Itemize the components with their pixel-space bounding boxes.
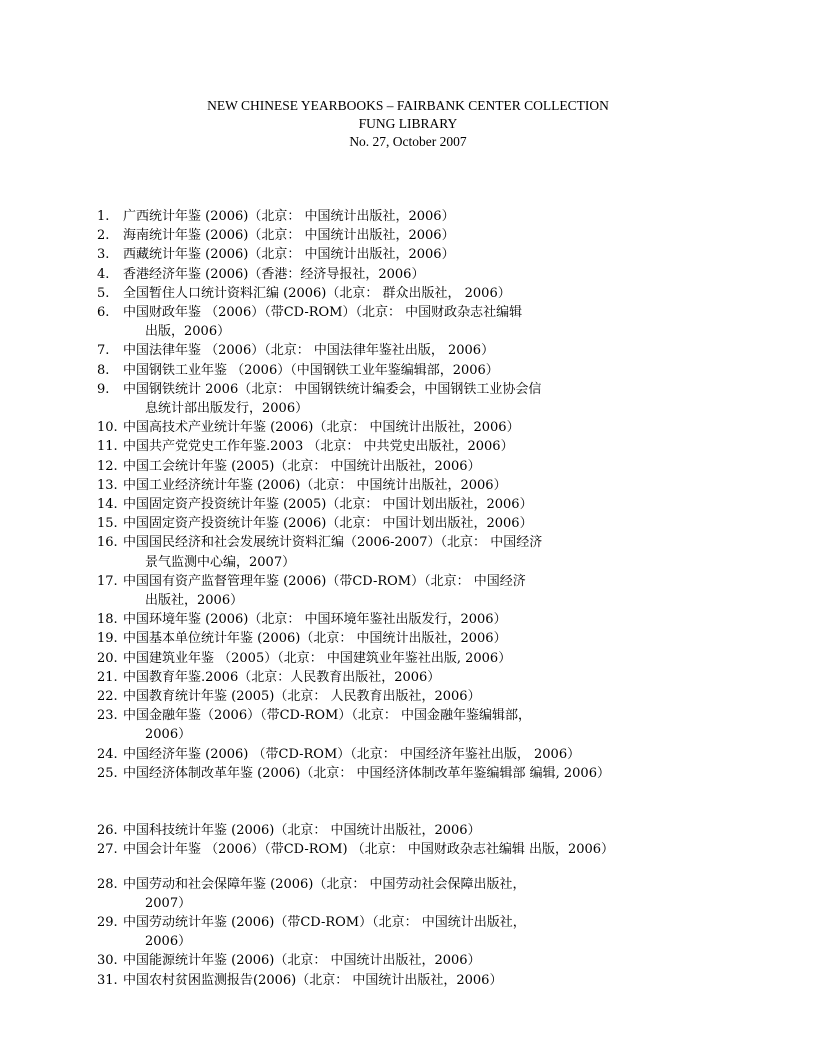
list-item xyxy=(97,649,787,668)
issue-date: No. 27, October 2007 xyxy=(349,134,467,149)
item-number: 21. xyxy=(97,669,118,685)
item-text: 中国钢铁统计 2006（北京： 中国钢铁统计编委会，中国钢铁工业协会信 xyxy=(123,381,542,397)
item-text: 中国基本单位统计年鉴 (2006)（北京： 中国统计出版社，2006） xyxy=(123,631,507,647)
item-text: 中国教育统计年鉴 (2005)（北京： 人民教育出版社，2006） xyxy=(123,689,481,705)
item-number: 18. xyxy=(97,612,118,628)
item-number: 2. xyxy=(97,228,110,244)
list-item xyxy=(97,303,787,341)
item-text: 中国财政年鉴 （2006）（带CD-ROM）（北京： 中国财政杂志社编辑 xyxy=(123,305,523,321)
item-text-continued: 出版，2006） xyxy=(145,324,231,340)
list-item xyxy=(97,610,787,629)
item-text: 中国共产党党史工作年鉴.2003 （北京： 中共党史出版社，2006） xyxy=(123,439,514,455)
list-item xyxy=(97,629,787,648)
item-text: 中国固定资产投资统计年鉴 (2006)（北京： 中国计划出版社，2006） xyxy=(123,516,533,532)
list-item xyxy=(97,361,787,380)
item-number: 11. xyxy=(97,439,118,455)
item-text: 中国工业经济统计年鉴 (2006)（北京： 中国统计出版社，2006） xyxy=(123,477,507,493)
list-item xyxy=(97,840,787,859)
list-spacer xyxy=(97,860,787,875)
list-item xyxy=(97,706,787,744)
item-text: 中国国民经济和社会发展统计资料汇编（2006-2007）（北京： 中国经济 xyxy=(123,535,543,551)
item-number: 26. xyxy=(97,823,118,839)
item-number: 8. xyxy=(97,362,110,378)
item-text: 中国经济年鉴 (2006) （带CD-ROM）（北京： 中国经济年鉴社出版， 2006） xyxy=(123,746,581,762)
item-text: 中国固定资产投资统计年鉴 (2005)（北京： 中国计划出版社，2006） xyxy=(123,497,533,513)
item-text: 中国国有资产监督管理年鉴 (2006)（带CD-ROM）（北京： 中国经济 xyxy=(123,573,526,589)
item-number: 30. xyxy=(97,953,118,969)
item-number: 22. xyxy=(97,689,118,705)
list-item xyxy=(97,495,787,514)
item-text: 全国暂住人口统计资料汇编 (2006)（北京： 群众出版社， 2006） xyxy=(123,285,511,301)
list-item xyxy=(97,951,787,970)
item-text: 中国劳动统计年鉴 (2006)（带CD-ROM）（北京： 中国统计出版社， xyxy=(123,914,526,930)
list-item xyxy=(97,284,787,303)
list-item xyxy=(97,572,787,610)
list-item xyxy=(97,745,787,764)
item-number: 1. xyxy=(97,209,110,224)
item-number: 10. xyxy=(97,420,118,436)
list-item xyxy=(97,437,787,456)
item-number: 27. xyxy=(97,842,118,858)
collection-title: NEW CHINESE YEARBOOKS – FAIRBANK CENTER COLLECTION xyxy=(207,98,609,113)
item-number: 31. xyxy=(97,972,118,988)
item-number: 24. xyxy=(97,746,118,762)
item-number: 28. xyxy=(97,876,118,892)
item-text: 中国会计年鉴 （2006）（带CD-ROM) （北京： 中国财政杂志社编辑 出版，2006） xyxy=(123,842,615,858)
item-number: 16. xyxy=(97,535,118,551)
list-item xyxy=(97,687,787,706)
item-text: 中国建筑业年鉴 （2005）（北京： 中国建筑业年鉴社出版, 2006） xyxy=(123,650,512,666)
list-item xyxy=(97,341,787,360)
list-item xyxy=(97,476,787,495)
item-number: 3. xyxy=(97,247,110,263)
list-item xyxy=(97,668,787,687)
item-number: 9. xyxy=(97,381,110,397)
list-item xyxy=(97,514,787,533)
item-text: 中国法律年鉴 （2006）（北京： 中国法律年鉴社出版， 2006） xyxy=(123,343,495,359)
item-text-continued: 景气监测中心编，2007） xyxy=(145,554,296,570)
list-item xyxy=(97,207,787,226)
item-number: 13. xyxy=(97,477,118,493)
item-text: 中国金融年鉴（2006）（带CD-ROM）（北京： 中国金融年鉴编辑部， xyxy=(123,708,531,724)
item-number: 15. xyxy=(97,516,118,532)
item-text: 中国钢铁工业年鉴 （2006）（中国钢铁工业年鉴编辑部，2006） xyxy=(123,362,499,378)
item-text-continued: 息统计部出版发行，2006） xyxy=(145,401,309,417)
item-number: 17. xyxy=(97,573,118,589)
list-item xyxy=(97,245,787,264)
item-text: 中国农村贫困监测报告(2006)（北京： 中国统计出版社，2006） xyxy=(123,972,503,988)
list-item xyxy=(97,265,787,284)
item-text-continued: 2006） xyxy=(145,934,192,950)
item-text: 香港经济年鉴 (2006)（香港：经济导报社，2006） xyxy=(123,266,425,282)
list-item xyxy=(97,457,787,476)
list-item xyxy=(97,875,787,913)
library-name: FUNG LIBRARY xyxy=(358,116,458,131)
item-text-continued: 出版社，2006） xyxy=(145,593,244,609)
item-number: 23. xyxy=(97,708,118,724)
list-item xyxy=(97,821,787,840)
list-item xyxy=(97,380,787,418)
document-header xyxy=(0,97,816,151)
item-text: 中国能源统计年鉴 (2006)（北京： 中国统计出版社，2006） xyxy=(123,953,481,969)
item-text-continued: 2007） xyxy=(145,895,192,911)
item-number: 20. xyxy=(97,650,118,666)
item-number: 7. xyxy=(97,343,110,359)
item-text: 中国教育年鉴.2006（北京：人民教育出版社，2006） xyxy=(123,669,441,685)
list-item xyxy=(97,418,787,437)
item-text: 中国劳动和社会保障年鉴 (2006)（北京： 中国劳动社会保障出版社， xyxy=(123,876,526,892)
item-text: 中国高技术产业统计年鉴 (2006)（北京： 中国统计出版社，2006） xyxy=(123,420,520,436)
list-item xyxy=(97,971,787,990)
item-text: 广西统计年鉴 (2006)（北京： 中国统计出版社，2006） xyxy=(123,209,455,224)
item-text: 中国科技统计年鉴 (2006)（北京： 中国统计出版社，2006） xyxy=(123,823,481,839)
item-number: 4. xyxy=(97,266,110,282)
item-number: 19. xyxy=(97,631,118,647)
item-text: 中国环境年鉴 (2006)（北京： 中国环境年鉴社出版发行，2006） xyxy=(123,612,507,628)
item-text: 中国工会统计年鉴 (2005)（北京： 中国统计出版社，2006） xyxy=(123,458,481,474)
item-number: 29. xyxy=(97,914,118,930)
list-item xyxy=(97,226,787,245)
list-item xyxy=(97,913,787,951)
list-spacer xyxy=(97,783,787,821)
item-number: 25. xyxy=(97,765,118,781)
item-text: 西藏统计年鉴 (2006)（北京： 中国统计出版社，2006） xyxy=(123,247,455,263)
item-number: 14. xyxy=(97,497,118,513)
item-number: 12. xyxy=(97,458,118,474)
yearbook-list xyxy=(97,207,787,990)
item-text: 海南统计年鉴 (2006)（北京： 中国统计出版社，2006） xyxy=(123,228,455,244)
item-text-continued: 2006） xyxy=(145,727,192,743)
list-item xyxy=(97,533,787,571)
item-number: 5. xyxy=(97,285,110,301)
item-number: 6. xyxy=(97,305,110,321)
item-text: 中国经济体制改革年鉴 (2006)（北京： 中国经济体制改革年鉴编辑部 编辑, 2006） xyxy=(123,765,610,781)
list-item xyxy=(97,764,787,783)
